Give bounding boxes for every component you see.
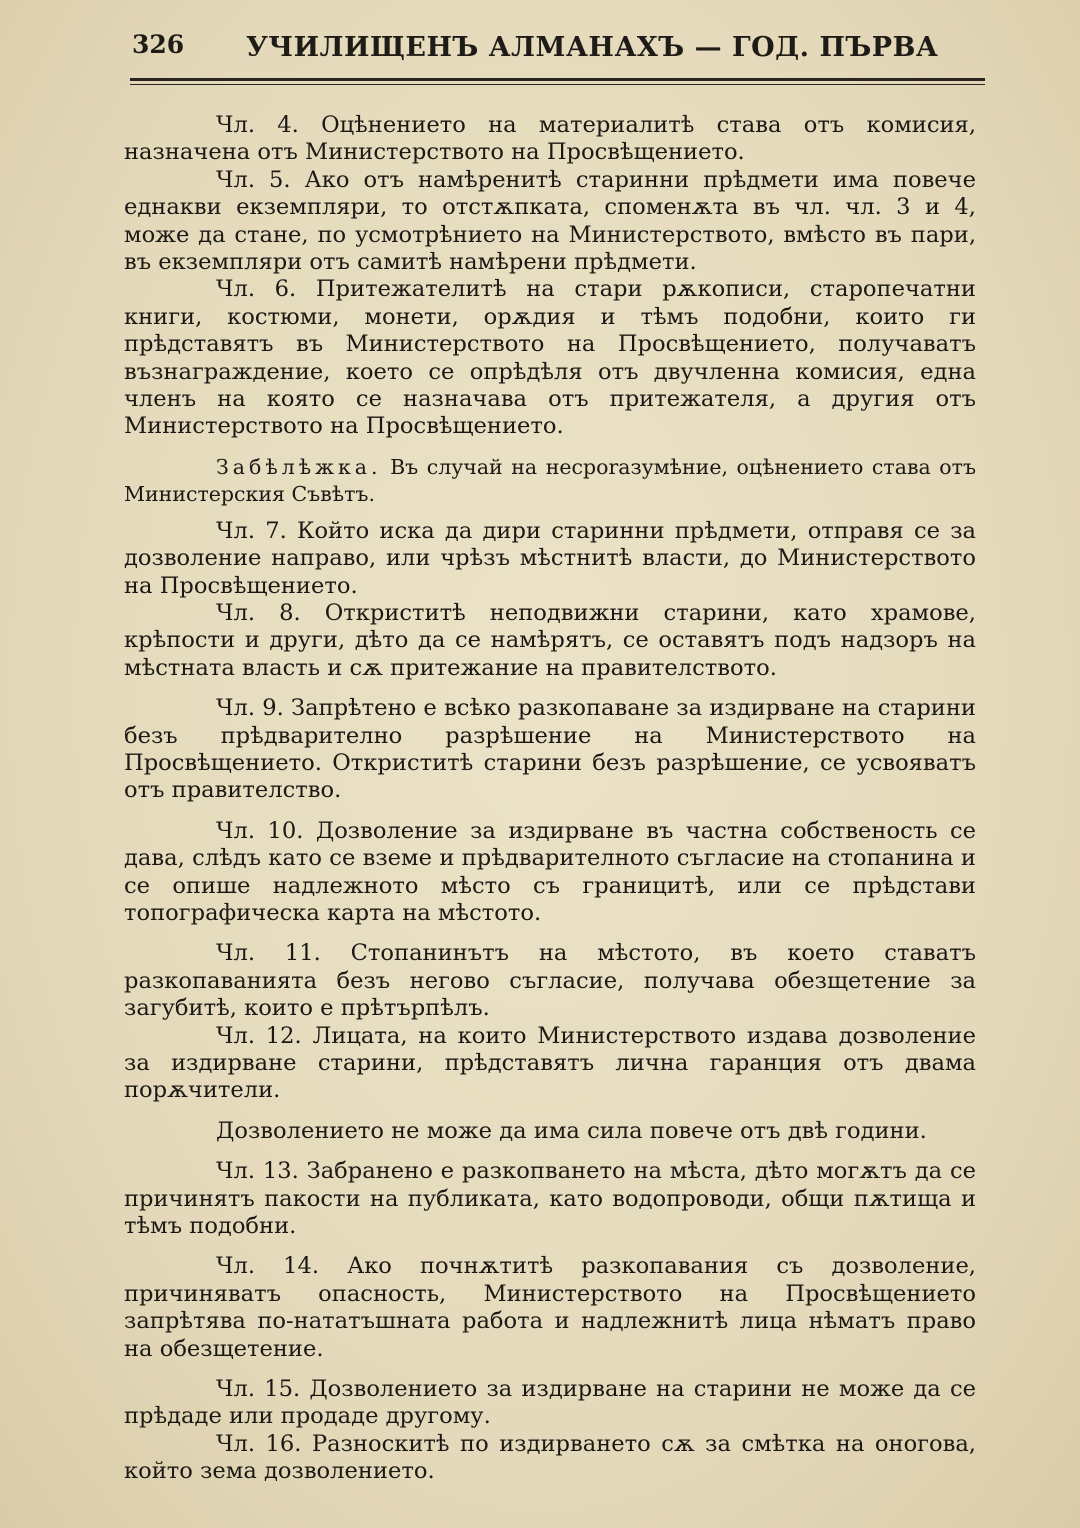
article-16: Чл. 16. Разноскитѣ по издирването сѫ за смѣтка на оногова, който зема дозволението. xyxy=(124,1430,976,1485)
article-13: Чл. 13. Забранено е разкопването на мѣста, дѣто могѫтъ да се причинятъ пакости на публиката, като водопроводи, общи пѫтища и тѣмъ подобни. xyxy=(124,1158,976,1240)
note-text: Въ случай на несporазумѣние, оцѣнението става отъ Министерския Съвѣтъ. xyxy=(124,454,976,507)
body-text xyxy=(124,112,976,1486)
article-12-continuation: Дозволението не може да има сила повече отъ двѣ години. xyxy=(216,1117,927,1144)
article-5: Чл. 5. Ако отъ намѣренитѣ старинни прѣдмети има повече еднакви екземпляри, то отстѫпката, споменѫта въ чл. чл. 3 и 4, може да стане, по усмотрѣнието на Министерството, вмѣсто въ пари, въ екземпляри отъ самитѣ намѣрени прѣдмети. xyxy=(124,166,976,276)
article-10: Чл. 10. Дозволение за издирване въ частна собственость се дава, слѣдъ като се вземе и прѣдварителното съгласие на стопанина и се опише надлежното мѣсто съ границитѣ, или се прѣдстави топографическа карта на мѣстото. xyxy=(124,817,976,926)
article-7: Чл. 7. Който иска да дири старинни прѣдмети, отправя се за дозволение направо, или чрѣзъ мѣстнитѣ власти, до Министерството на Просвѣщението. xyxy=(124,517,976,599)
running-title: УЧИЛИЩЕНЪ АЛМАНАХЪ — ГОД. ПЪРВА xyxy=(246,32,939,63)
article-8: Чл. 8. Откриститѣ неподвижни старини, като храмове, крѣпости и други, дѣто да се намѣрятъ, се оставятъ подъ надзоръ на мѣстната власть и сѫ притежание на правителството. xyxy=(124,599,976,681)
article-4: Чл. 4. Оцѣнението на материалитѣ става отъ комисия, назначена отъ Министерството на Просвѣщението. xyxy=(124,112,976,166)
article-12: Чл. 12. Лицата, на които Министерството издава дозволение за издирване старини, прѣдставятъ лична гаранция отъ двама порѫчители. xyxy=(124,1022,976,1104)
page-header xyxy=(132,30,982,76)
article-14: Чл. 14. Ако почнѫтитѣ разкопавания съ дозволение, причиняватъ опасность, Министерството на Просвѣщението запрѣтява по-нататъшната работа и надлежнитѣ лица нѣматъ право на обезщетение. xyxy=(124,1253,976,1362)
header-rule-thick xyxy=(130,78,985,81)
article-9: Чл. 9. Запрѣтено е всѣко разкопаване за издирване на старини безъ прѣдварително разрѣшение на Министерството на Просвѣщението. Откриститѣ старини безъ разрѣшение, се усвояватъ отъ правителство. xyxy=(124,695,976,804)
header-rule-thin xyxy=(130,84,985,85)
article-11: Чл. 11. Стопанинътъ на мѣстото, въ което ставатъ разкопаванията безъ негово съгласие, получава обезщетение за загубитѣ, които е прѣтърпѣлъ. xyxy=(124,940,976,1022)
note-label: Забѣлѣжка. xyxy=(216,454,382,479)
note-paragraph xyxy=(124,454,976,509)
article-6: Чл. 6. Притежателитѣ на стари рѫкописи, старопечатни книги, костюми, монети, орѫдия и тѣмъ подобни, които ги прѣдставятъ въ Министерството на Просвѣщението, получаватъ възнаграждение, което се опрѣдѣля отъ двучленна комисия, една членъ на която се назначава отъ притежателя, а другия отъ Министерството на Просвѣщението. xyxy=(124,276,976,440)
page-number: 326 xyxy=(132,30,185,59)
article-15: Чл. 15. Дозволението за издирване на старини не може да се прѣдаде или продаде другому. xyxy=(124,1376,976,1430)
